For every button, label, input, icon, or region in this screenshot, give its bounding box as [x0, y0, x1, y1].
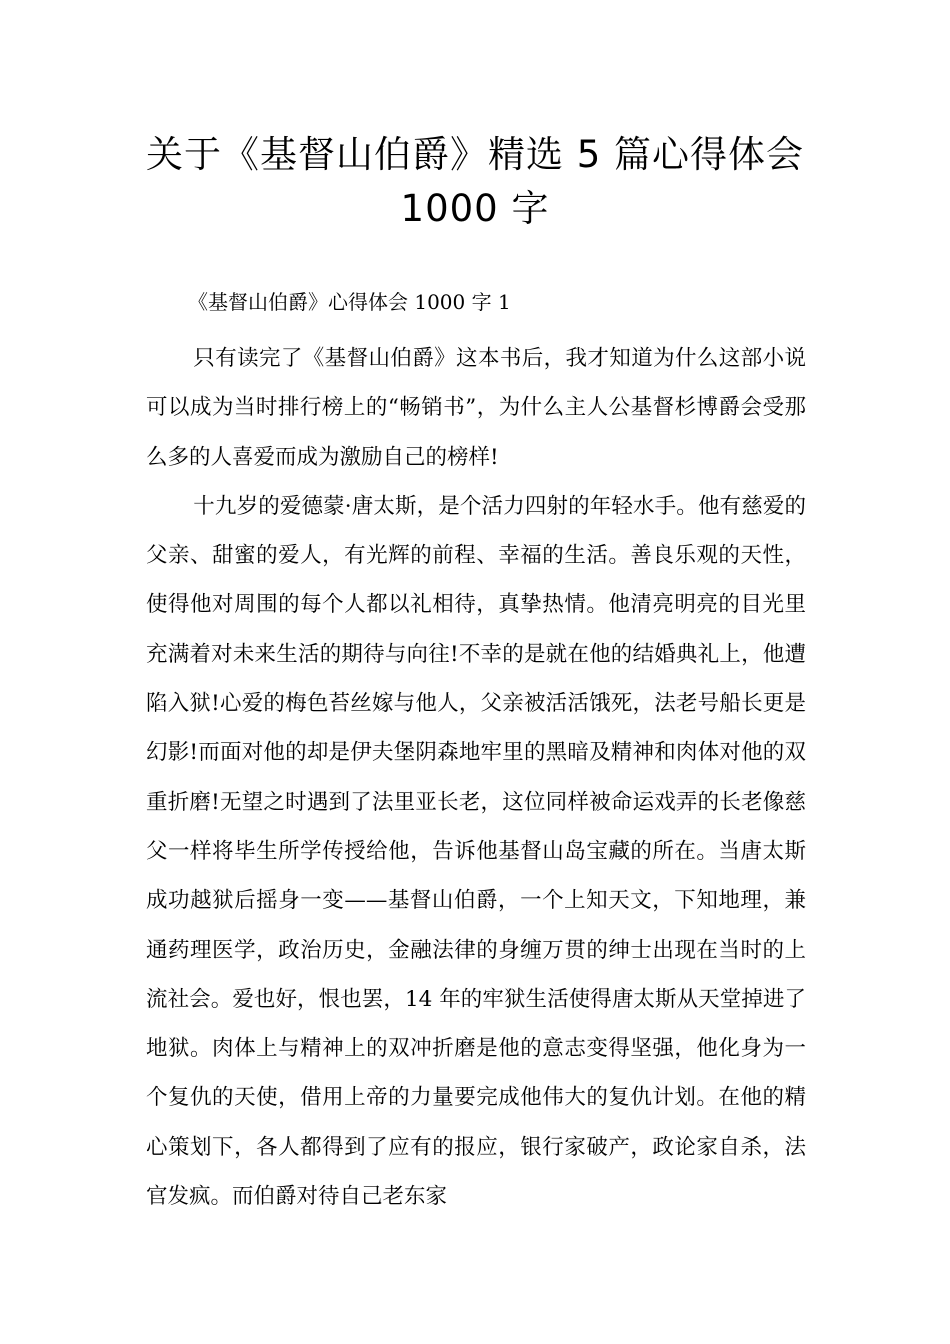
paragraph-intro: 只有读完了《基督山伯爵》这本书后，我才知道为什么这部小说可以成为当时排行榜上的“畅销书”，为什么主人公基督杉博爵会受那么多的人喜爱而成为激励自己的榜样!: [146, 346, 806, 470]
section-heading: 《基督山伯爵》心得体会 1000 字 1: [188, 290, 511, 314]
document-body: [146, 334, 806, 1221]
document-title-line-2: 1000 字: [400, 187, 550, 230]
paragraph-story: 十九岁的爱德蒙·唐太斯，是个活力四射的年轻水手。他有慈爱的父亲、甜蜜的爱人，有光辉的前程、幸福的生活。善良乐观的天性，使得他对周围的每个人都以礼相待，真挚热情。他清亮明亮的目光里充满着对未来生活的期待与向往!不幸的是就在他的结婚典礼上，他遭陷入狱!心爱的梅色苔丝嫁与他人，父亲被活活饿死，法老号船长更是幻影!而面对他的却是伊夫堡阴森地牢里的黑暗及精神和肉体对他的双重折磨!无望之时遇到了法里亚长老，这位同样被命运戏弄的长老像慈父一样将毕生所学传授给他，告诉他基督山岛宝藏的所在。当唐太斯成功越狱后摇身一变——基督山伯爵，一个上知天文，下知地理，兼通药理医学，政治历史，金融法律的身缠万贯的绅士出现在当时的上流社会。爱也好，恨也罢，14 年的牢狱生活使得唐太斯从天堂掉进了地狱。肉体上与精神上的双冲折磨是他的意志变得坚强，他化身为一个复仇的天使，借用上帝的力量要完成他伟大的复仇计划。在他的精心策划下，各人都得到了应有的报应，银行家破产，政论家自杀，法官发疯。而伯爵对待自己老东家: [146, 493, 806, 1210]
document-title: [100, 128, 850, 236]
document-title-line-1: 关于《基督山伯爵》精选 5 篇心得体会: [145, 133, 805, 176]
